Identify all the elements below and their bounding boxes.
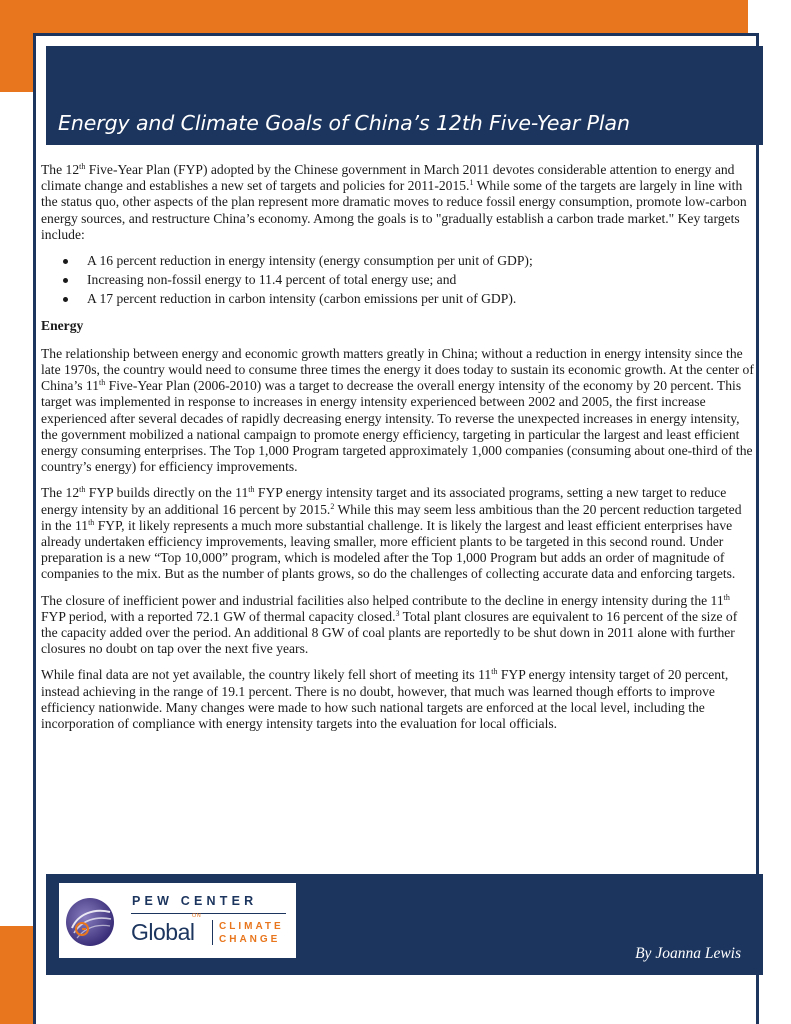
bullet-icon <box>63 297 68 302</box>
section-heading-energy: Energy <box>41 317 84 333</box>
swirl-globe-icon <box>64 896 116 948</box>
paragraph: While final data are not yet available, the country likely fell short of meeting its 11th FYP energy intensity target of 20 percent, instead achieving in the range of 19.1 percent. There is no doubt, however, that much was learned though efforts to improve efficiency nationwide. Many changes were made to how such national targets are enforced at the local level, including the incorporation of compliance with energy intensity targets into the evaluation for local officials. <box>41 667 729 732</box>
logo-wordmark-change: CHANGE <box>219 934 281 945</box>
logo-wordmark-pew-center: PEW CENTER <box>132 894 258 908</box>
pew-center-logo <box>59 883 296 958</box>
document-body <box>41 162 754 742</box>
key-targets-list <box>41 253 754 308</box>
paragraph: The relationship between energy and economic growth matters greatly in China; without a reduction in energy intensity since the late 1970s, the country would need to consume three times the energy it does today to sustain its economic growth. At the center of China’s 11th Five-Year Plan (2006-2010) was a target to decrease the overall energy intensity of the economy by 20 percent. This target was implemented in response to increases in energy intensity experienced between 2002 and 2005, the first increase experienced after several decades of rapidly decreasing energy intensity. To reverse the unexpected increases in energy intensity, the government mobilized a national campaign to promote energy efficiency, targeting in particular the largest and least efficient energy consuming enterprises. The Top 1,000 Program targeted approximately 1,000 companies (consuming about one-third of the country’s energy) for efficiency improvements. <box>41 345 754 475</box>
list-item: Increasing non-fossil energy to 11.4 percent of total energy use; and <box>41 272 754 288</box>
footnote-ref: 2 <box>330 501 335 511</box>
logo-wordmark-on: ON <box>192 913 202 919</box>
logo-divider <box>212 920 213 945</box>
logo-divider <box>131 913 286 914</box>
bullet-icon <box>63 278 68 283</box>
bullet-icon <box>63 259 68 264</box>
list-item: A 16 percent reduction in energy intensity (energy consumption per unit of GDP); <box>41 253 754 269</box>
document-title: Energy and Climate Goals of China’s 12th Five-Year Plan <box>58 111 630 135</box>
footnote-ref: 3 <box>395 608 400 618</box>
author-byline: By Joanna Lewis <box>635 945 741 962</box>
logo-wordmark-global: Global <box>131 919 195 945</box>
footnote-ref: 1 <box>469 178 474 188</box>
list-item: A 17 percent reduction in carbon intensity (carbon emissions per unit of GDP). <box>41 291 754 307</box>
intro-paragraph: The 12th Five-Year Plan (FYP) adopted by the Chinese government in March 2011 devotes considerable attention to energy and climate change and establishes a new set of targets and policies for 2011-2015.$^1$ While some of the targets are largely in line with the status quo, other aspects of the plan represent more dramatic moves to reduce fossil energy consumption, promote low-carbon energy sources, and restructure China’s economy. Among the goals is to "gradually establish a carbon trade market." Key targets include: <box>41 162 747 242</box>
paragraph: The 12th FYP builds directly on the 11th FYP energy intensity target and its associated programs, setting a new target to reduce energy intensity by an additional 16 percent by 2015.$^2$ While this may seem less ambitious than the 20 percent reduction targeted in the 11th FYP, it likely represents a much more substantial challenge. It is likely the largest and least efficient enterprises have already undertaken efficiency improvements, leaving smaller, more efficient plants to be targeted in this second round. Under preparation is a new “Top 10,000” program, which is modeled after the Top 1,000 Program but adds an order of magnitude of companies to the mix. But as the number of plants grows, so do the challenges of collecting accurate data and enforcing targets. <box>41 485 742 582</box>
paragraph: The closure of inefficient power and industrial facilities also helped contribute to the decline in energy intensity during the 11th FYP period, with a reported 72.1 GW of thermal capacity closed.$^3$ Total plant closures are equivalent to 16 percent of the size of the capacity added over the period. An additional 8 GW of coal plants are reportedly to be shut down in 2011 alone with further closures no doubt on tap over the next five years. <box>41 592 738 657</box>
logo-wordmark-climate: CLIMATE <box>219 921 284 932</box>
